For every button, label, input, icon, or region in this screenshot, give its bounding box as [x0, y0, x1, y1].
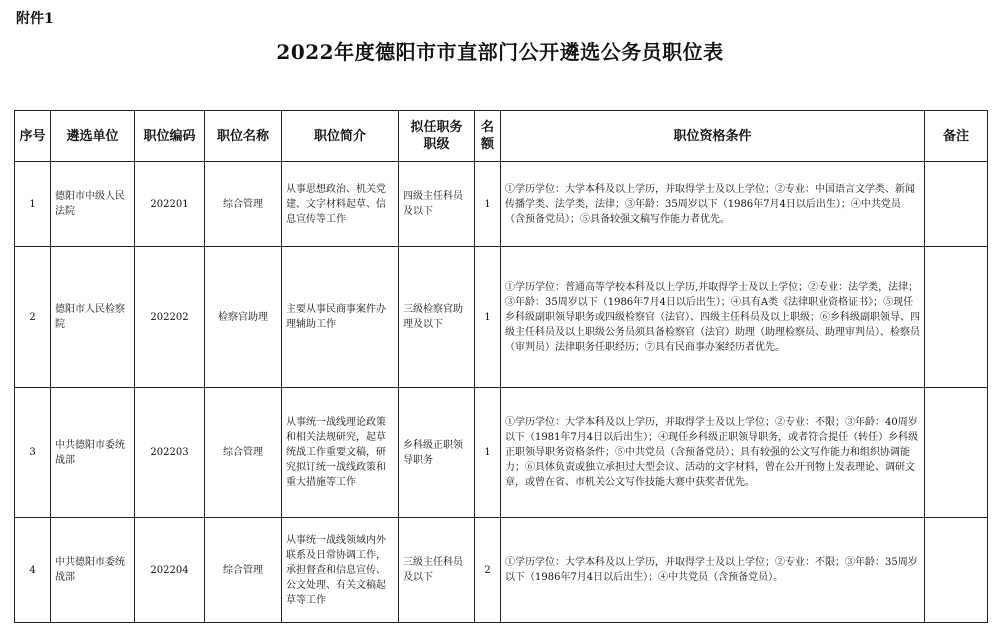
cell-unit: 德阳市人民检察院	[51, 247, 135, 388]
cell-seq: 3	[15, 388, 51, 518]
table-row	[15, 518, 988, 623]
cell-remark	[925, 162, 988, 247]
cell-remark	[925, 388, 988, 518]
cell-code: 202201	[135, 162, 205, 247]
header-quota: 名额	[475, 111, 501, 162]
cell-name: 综合管理	[205, 518, 282, 623]
cell-intro: 从事统一战线理论政策和相关法规研究，起草统战工作重要文稿，研究拟订统一战线政策和重大措施等工作	[282, 388, 399, 518]
cell-code: 202202	[135, 247, 205, 388]
header-remark: 备注	[925, 111, 988, 162]
cell-name: 综合管理	[205, 388, 282, 518]
table-row	[15, 247, 988, 388]
positions-table	[14, 110, 988, 623]
table-row	[15, 388, 988, 518]
cell-qual: ①学历学位：大学本科及以上学历，并取得学士及以上学位；②专业：不限；③年龄：35周岁以下（1986年7月4日以后出生）；④中共党员（含预备党员）。	[501, 518, 925, 623]
cell-qual: ①学历学位：大学本科及以上学历，并取得学士及以上学位；②专业：中国语言文学类、新闻传播学类、法学类，法律；③年龄：35周岁以下（1986年7月4日以后出生）；④中共党员（含预备党员）；⑤具备较强文稿写作能力者优先。	[501, 162, 925, 247]
cell-name: 检察官助理	[205, 247, 282, 388]
header-qual: 职位资格条件	[501, 111, 925, 162]
cell-level: 乡科级正职领导职务	[399, 388, 475, 518]
cell-unit: 中共德阳市委统战部	[51, 388, 135, 518]
cell-name: 综合管理	[205, 162, 282, 247]
header-row	[15, 111, 988, 162]
cell-quota: 1	[475, 162, 501, 247]
cell-remark	[925, 518, 988, 623]
cell-level: 三级检察官助理及以下	[399, 247, 475, 388]
header-code: 职位编码	[135, 111, 205, 162]
cell-quota: 2	[475, 518, 501, 623]
cell-level: 四级主任科员及以下	[399, 162, 475, 247]
cell-unit: 中共德阳市委统战部	[51, 518, 135, 623]
cell-intro: 从事思想政治、机关党建、文字材料起草、信息宣传等工作	[282, 162, 399, 247]
header-level: 拟任职务职级	[399, 111, 475, 162]
cell-code: 202203	[135, 388, 205, 518]
cell-quota: 1	[475, 388, 501, 518]
cell-qual: ①学历学位：普通高等学校本科及以上学历,并取得学士及以上学位；②专业：法学类，法律；③年龄：35周岁以下（1986年7月4日以后出生）；④具有A类《法律职业资格证书》；⑤现任乡科级副职领导职务或四级检察官（法官）、四级主任科员及以上职级；⑥乡科级副职领导、四级主任科员及以上职级公务员须具备检察官（法官）助理（助理检察员、助理审判员）、检察员（审判员）法律职务任职经历；⑦具有民商事办案经历者优先。	[501, 247, 925, 388]
header-intro: 职位简介	[282, 111, 399, 162]
cell-intro: 主要从事民商事案件办理辅助工作	[282, 247, 399, 388]
cell-intro: 从事统一战线领域内外联系及日常协调工作，承担督查和信息宣传、公文处理、有关文稿起草等工作	[282, 518, 399, 623]
header-name: 职位名称	[205, 111, 282, 162]
cell-qual: ①学历学位：大学本科及以上学历，并取得学士及以上学位；②专业：不限；③年龄：40周岁以下（1981年7月4日以后出生）；④现任乡科级正职领导职务，或者符合提任（转任）乡科级正职领导职务资格条件；⑤中共党员（含预备党员）；具有较强的公文写作能力和组织协调能力；⑥具体负责或独立承担过大型会议、活动的文字材料，曾在公开刊物上发表理论、调研文章，或曾在省、市机关公文写作技能大赛中获奖者优先。	[501, 388, 925, 518]
cell-level: 三级主任科员及以下	[399, 518, 475, 623]
cell-unit: 德阳市中级人民法院	[51, 162, 135, 247]
table-row	[15, 162, 988, 247]
cell-seq: 4	[15, 518, 51, 623]
cell-seq: 2	[15, 247, 51, 388]
cell-code: 202204	[135, 518, 205, 623]
cell-remark	[925, 247, 988, 388]
cell-quota: 1	[475, 247, 501, 388]
header-unit: 遴选单位	[51, 111, 135, 162]
page-title: 2022年度德阳市市直部门公开遴选公务员职位表	[276, 40, 724, 64]
attachment-label: 附件1	[16, 11, 54, 27]
cell-seq: 1	[15, 162, 51, 247]
header-seq: 序号	[15, 111, 51, 162]
